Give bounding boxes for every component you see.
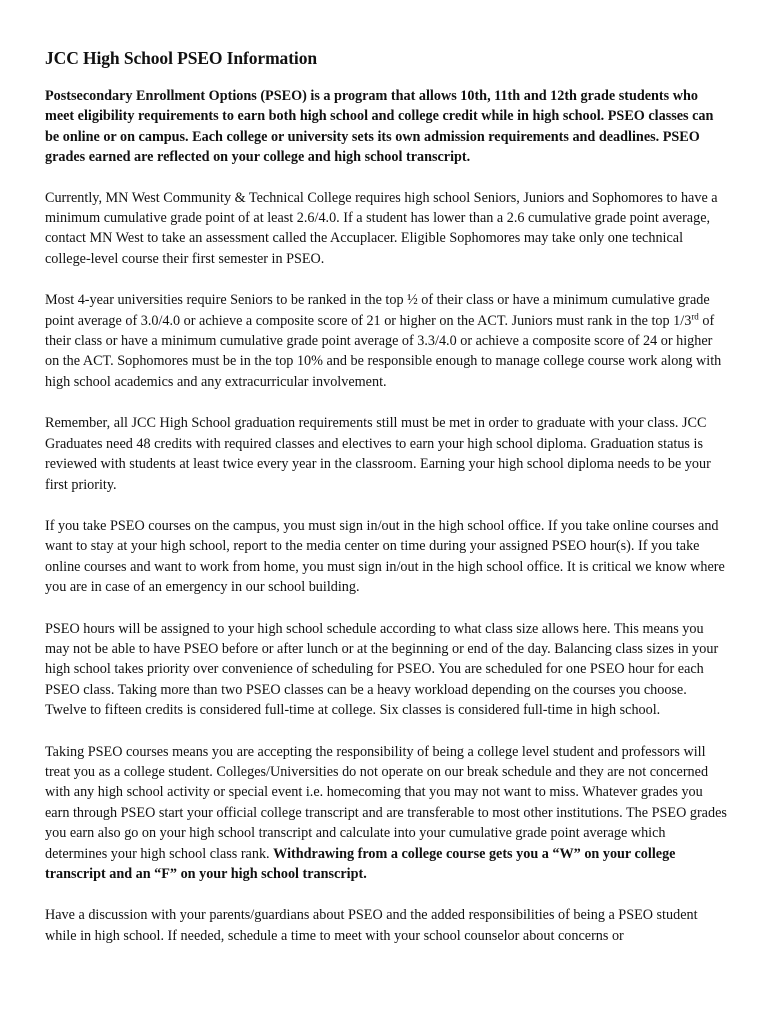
graduation-requirements-paragraph: Remember, all JCC High School graduation requirements still must be met in order to graduate with your class. JCC Graduates need 48 credits with required classes and electives to earn your high school diploma. Graduation status is reviewed with students at least twice every year in the classroom. Earning your high school diploma needs to be your first priority. — [45, 415, 711, 493]
university-requirements-paragraph — [45, 290, 727, 392]
document-title: JCC High School PSEO Information — [45, 48, 317, 68]
document-page — [45, 46, 727, 967]
withdrawal-warning: Withdrawing from a college course gets you a “W” on your college transcript and an “F” on your high school transcript. — [45, 845, 676, 882]
responsibility-paragraph — [45, 742, 727, 885]
university-requirements-text-2: of their class or have a minimum cumulative grade point average of 3.3/4.0 or achieve a composite score of 24 or higher on the ACT. Sophomores must be in the top 10% and be responsible enough to manage college course work along with high school academics and any extracurricular involvement. — [45, 312, 722, 390]
discussion-paragraph: Have a discussion with your parents/guardians about PSEO and the added responsibilities of being a PSEO student while in high school. If needed, schedule a time to meet with your school counselor about concerns or — [45, 907, 698, 944]
responsibility-text: Taking PSEO courses means you are accepting the responsibility of being a college level student and professors will treat you as a college student. Colleges/Universities do not operate on our break schedule and they are not concerned with any high school activity or special event i.e. homecoming that you may not want to miss. Whatever grades you earn through PSEO start your official college transcript and are transferable to most other institutions. The PSEO grades you earn also go on your high school transcript and calculate into your cumulative grade point average which determines your high school class rank. — [45, 743, 727, 862]
intro-paragraph: Postsecondary Enrollment Options (PSEO) is a program that allows 10th, 11th and 12th grade students who meet eligibility requirements to earn both high school and college credit while in high school. PSEO classes can be online or on campus. Each college or university sets its own admission requirements and deadlines. PSEO grades earned are reflected on your college and high school transcript. — [45, 88, 714, 166]
pseo-hours-paragraph: PSEO hours will be assigned to your high school schedule according to what class size allows here. This means you may not be able to have PSEO before or after lunch or at the beginning or end of the day. Balancing class sizes in your high school takes priority over convenience of scheduling for PSEO. You are scheduled for one PSEO hour for each PSEO class. Taking more than two PSEO classes can be a heavy workload depending on the courses you choose. Twelve to fifteen credits is considered full-time at college. Six classes is considered full-time in high school. — [45, 620, 719, 719]
university-requirements-text-1: Most 4-year universities require Seniors to be ranked in the top ½ of their class or have a minimum cumulative grade point average of 3.0/4.0 or achieve a composite score of 21 or higher on the ACT. Juniors must rank in the top 1/3 — [45, 292, 710, 329]
sign-in-out-paragraph: If you take PSEO courses on the campus, you must sign in/out in the high school office. If you take online courses and want to stay at your high school, report to the media center on time during your assigned PSEO hour(s). If you take online courses and want to work from home, you must sign in/out in the high school office. It is critical we know where you are in case of an emergency in our school building. — [45, 517, 725, 596]
mn-west-requirements-paragraph: Currently, MN West Community & Technical College requires high school Seniors, Juniors and Sophomores to have a minimum cumulative grade point of at least 2.6/4.0. If a student has lower than a 2.6 cumulative grade point average, contact MN West to take an assessment called the Accuplacer. Eligible Sophomores may take only one technical college-level course their first semester in PSEO. — [45, 189, 718, 267]
ordinal-superscript: rd — [691, 310, 699, 321]
